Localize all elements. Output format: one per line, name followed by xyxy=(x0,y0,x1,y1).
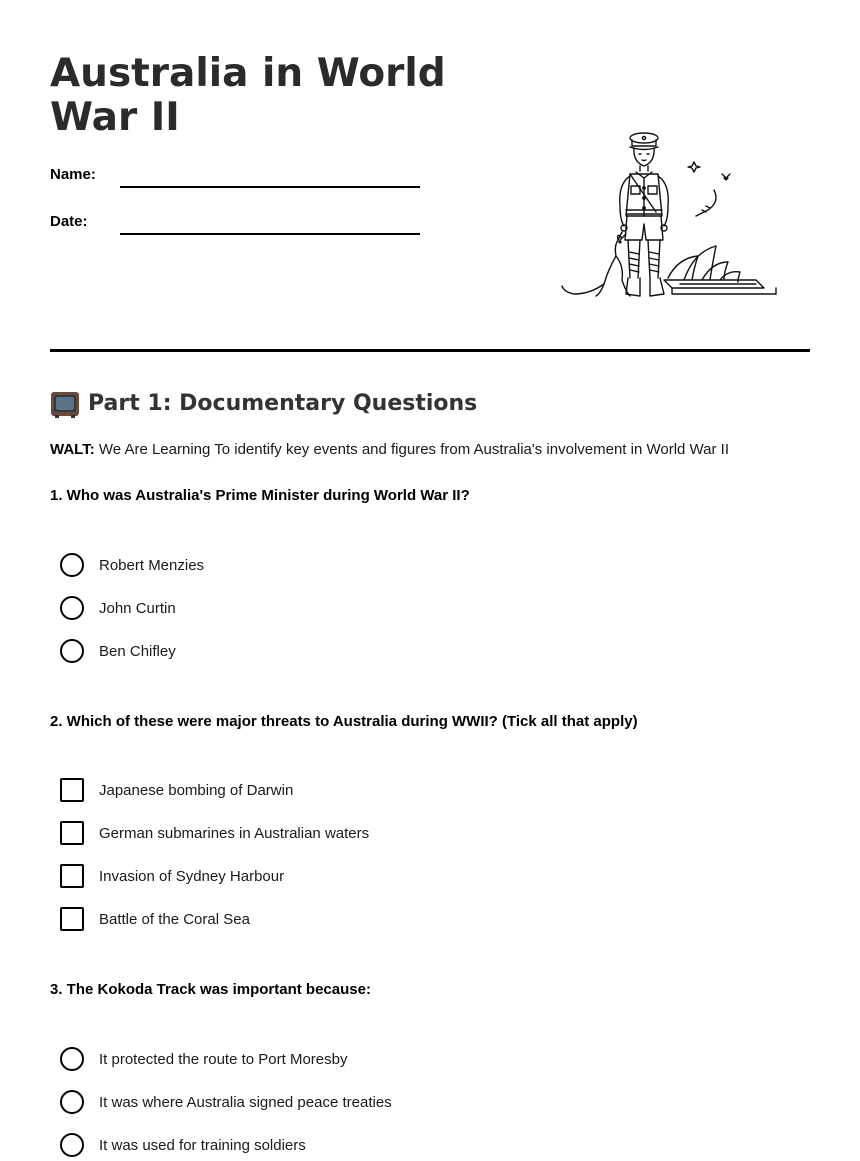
question-1-text: 1. Who was Australia's Prime Minister during World War II? xyxy=(50,487,470,504)
question-2-text: 2. Which of these were major threats to Australia during WWII? (Tick all that apply) xyxy=(50,713,638,730)
option-label: It was where Australia signed peace treaties xyxy=(99,1093,392,1111)
television-icon xyxy=(50,389,80,419)
checkbox[interactable] xyxy=(60,778,84,802)
section-title-text: Part 1: Documentary Questions xyxy=(88,391,478,416)
name-field[interactable] xyxy=(120,186,420,188)
radio-button[interactable] xyxy=(60,1090,84,1114)
checkbox[interactable] xyxy=(60,907,84,931)
option-label: It was used for training soldiers xyxy=(99,1136,306,1154)
header-divider xyxy=(50,349,810,352)
section-title xyxy=(50,388,477,420)
radio-button[interactable] xyxy=(60,1133,84,1157)
option-label: Invasion of Sydney Harbour xyxy=(99,867,285,885)
option-label: Japanese bombing of Darwin xyxy=(99,781,294,799)
question-3-text: 3. The Kokoda Track was important because: xyxy=(50,981,371,998)
radio-button[interactable] xyxy=(60,596,84,620)
q2-option-4[interactable] xyxy=(60,906,250,932)
q1-option-3[interactable] xyxy=(60,638,176,664)
option-label: John Curtin xyxy=(99,599,176,617)
walt-label: WALT: xyxy=(50,441,95,458)
option-label: It protected the route to Port Moresby xyxy=(99,1050,348,1068)
date-label: Date: xyxy=(50,213,88,230)
q3-option-1[interactable] xyxy=(60,1046,347,1072)
radio-button[interactable] xyxy=(60,639,84,663)
q2-option-2[interactable] xyxy=(60,820,369,846)
checkbox[interactable] xyxy=(60,864,84,888)
date-field[interactable] xyxy=(120,233,420,235)
q3-option-3[interactable] xyxy=(60,1132,306,1158)
q2-option-3[interactable] xyxy=(60,863,284,889)
option-label: Battle of the Coral Sea xyxy=(99,910,250,928)
q3-option-2[interactable] xyxy=(60,1089,392,1115)
q1-option-1[interactable] xyxy=(60,552,204,578)
walt-text: We Are Learning To identify key events and figures from Australia's involvement in World War II xyxy=(94,441,729,458)
radio-button[interactable] xyxy=(60,553,84,577)
page-title: Australia in World War II xyxy=(50,51,446,140)
option-label: Robert Menzies xyxy=(99,556,205,574)
walt-statement xyxy=(50,441,729,458)
checkbox[interactable] xyxy=(60,821,84,845)
option-label: German submarines in Australian waters xyxy=(99,824,370,842)
q2-option-1[interactable] xyxy=(60,777,293,803)
radio-button[interactable] xyxy=(60,1047,84,1071)
name-label: Name: xyxy=(50,166,96,183)
soldier-kangaroo-opera-house-icon xyxy=(560,128,782,304)
q1-option-2[interactable] xyxy=(60,595,176,621)
option-label: Ben Chifley xyxy=(99,642,176,660)
